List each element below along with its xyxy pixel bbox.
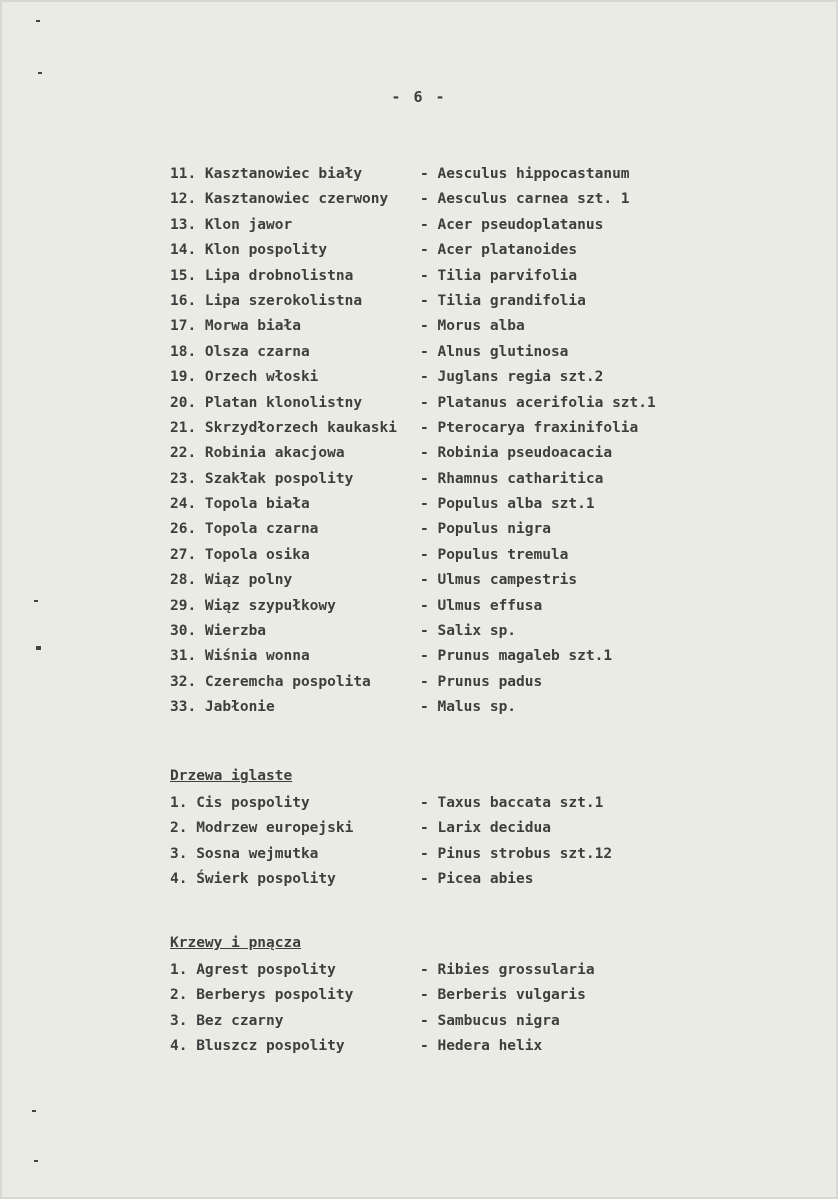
list-item: [170, 958, 730, 983]
latin-name: [420, 517, 551, 542]
separator-dash: -: [420, 845, 429, 862]
polish-name: 2. Modrzew europejski: [170, 820, 354, 837]
polish-name: 14. Klon pospolity: [170, 242, 328, 259]
list-item: [170, 594, 730, 619]
polish-name: 24. Topola biała: [170, 496, 310, 513]
polish-name: 29. Wiąz szypułkowy: [170, 597, 336, 614]
separator-dash: -: [420, 267, 429, 284]
latin-name-text: Juglans regia szt.2: [437, 369, 604, 386]
polish-name: 20. Platan klonolistny: [170, 394, 363, 411]
latin-name-text: Tilia parvifolia: [437, 267, 578, 284]
polish-name: 22. Robinia akacjowa: [170, 445, 345, 462]
list-item: [170, 816, 730, 841]
scan-mark: [38, 72, 42, 74]
latin-name: [420, 644, 612, 669]
separator-dash: -: [420, 1038, 429, 1055]
latin-name: [420, 543, 568, 568]
list-item: [170, 568, 730, 593]
latin-name: [420, 416, 638, 441]
separator-dash: -: [420, 871, 429, 888]
latin-name: [420, 213, 603, 238]
latin-name: [420, 492, 595, 517]
separator-dash: -: [420, 962, 429, 978]
latin-name: [420, 162, 630, 187]
polish-name: 13. Klon jawor: [170, 216, 293, 233]
latin-name-text: Taxus baccata szt.1: [437, 795, 604, 811]
latin-name-text: Berberis vulgaris: [437, 987, 586, 1004]
polish-name: 18. Olsza czarna: [170, 343, 310, 360]
conifers-section: [170, 761, 730, 893]
separator-dash: -: [420, 623, 429, 640]
list-item: [170, 1009, 730, 1034]
latin-name-text: Alnus glutinosa: [437, 343, 569, 360]
list-item: [170, 340, 730, 365]
shrubs-list: [170, 958, 730, 1060]
separator-dash: -: [420, 1012, 429, 1029]
latin-name: [420, 314, 525, 339]
latin-name: [420, 670, 542, 695]
shrubs-section: [170, 928, 730, 1060]
separator-dash: -: [420, 394, 429, 411]
separator-dash: -: [420, 166, 429, 182]
list-item: [170, 365, 730, 390]
separator-dash: -: [420, 191, 429, 208]
latin-name: [420, 983, 586, 1008]
polish-name: 16. Lipa szerokolistna: [170, 292, 363, 309]
latin-name: [420, 391, 656, 416]
list-item: [170, 867, 730, 892]
latin-name: [420, 238, 577, 263]
latin-name-text: Salix sp.: [437, 623, 517, 640]
latin-name-text: Picea abies: [437, 871, 534, 888]
latin-name-text: Pterocarya fraxinifolia: [437, 419, 639, 436]
latin-name-text: Platanus acerifolia szt.1: [437, 394, 656, 411]
polish-name: 28. Wiąz polny: [170, 572, 293, 589]
list-item: [170, 983, 730, 1008]
latin-name-text: Populus alba szt.1: [437, 496, 595, 513]
shrubs-heading: Krzewy i pnącza: [170, 935, 301, 951]
latin-name-text: Larix decidua: [437, 820, 551, 837]
separator-dash: -: [420, 572, 429, 589]
latin-name-text: Morus alba: [437, 318, 525, 335]
scan-mark: [34, 1160, 38, 1162]
latin-name: [420, 1034, 542, 1059]
latin-name: [420, 594, 542, 619]
latin-name: [420, 816, 551, 841]
latin-name-text: Hedera helix: [437, 1038, 543, 1055]
separator-dash: -: [420, 699, 429, 716]
polish-name: 30. Wierzba: [170, 623, 267, 640]
latin-name-text: Populus nigra: [437, 521, 551, 538]
separator-dash: -: [420, 419, 429, 436]
latin-name: [420, 441, 612, 466]
latin-name-text: Prunus padus: [437, 673, 543, 690]
separator-dash: -: [420, 597, 429, 614]
latin-name-text: Ulmus effusa: [437, 597, 543, 614]
polish-name: 4. Świerk pospolity: [170, 871, 336, 888]
polish-name: 19. Orzech włoski: [170, 369, 319, 386]
latin-name-text: Populus tremula: [437, 546, 569, 563]
list-item: [170, 467, 730, 492]
list-item: [170, 416, 730, 441]
separator-dash: -: [420, 292, 429, 309]
list-item: [170, 289, 730, 314]
separator-dash: -: [420, 242, 429, 259]
list-item: [170, 314, 730, 339]
latin-name-text: Aesculus carnea szt. 1: [437, 191, 630, 208]
separator-dash: -: [420, 470, 429, 487]
separator-dash: -: [420, 369, 429, 386]
polish-name: 27. Topola osika: [170, 546, 310, 563]
polish-name: 1. Agrest pospolity: [170, 962, 336, 978]
list-item: [170, 670, 730, 695]
list-item: [170, 517, 730, 542]
latin-name-text: Pinus strobus szt.12: [437, 845, 613, 862]
polish-name: 32. Czeremcha pospolita: [170, 673, 371, 690]
list-item: [170, 619, 730, 644]
separator-dash: -: [420, 795, 429, 811]
scan-mark: [36, 646, 41, 650]
polish-name: 17. Morwa biała: [170, 318, 301, 335]
scan-mark: [34, 600, 38, 602]
polish-name: 1. Cis pospolity: [170, 795, 310, 811]
latin-name: [420, 867, 534, 892]
latin-name: [420, 1009, 560, 1034]
separator-dash: -: [420, 820, 429, 837]
separator-dash: -: [420, 546, 429, 563]
polish-name: 3. Bez czarny: [170, 1012, 284, 1029]
latin-name-text: Acer platanoides: [437, 242, 578, 259]
list-item: [170, 213, 730, 238]
polish-name: 21. Skrzydłorzech kaukaski: [170, 419, 397, 436]
conifers-list: [170, 791, 730, 893]
separator-dash: -: [420, 343, 429, 360]
latin-name-text: Ribies grossularia: [437, 962, 595, 978]
latin-name-text: Aesculus hippocastanum: [437, 166, 630, 182]
scan-mark: [32, 1110, 36, 1112]
polish-name: 33. Jabłonie: [170, 699, 275, 716]
list-item: [170, 543, 730, 568]
polish-name: 31. Wiśnia wonna: [170, 648, 310, 665]
latin-name: [420, 695, 516, 720]
polish-name: 3. Sosna wejmutka: [170, 845, 319, 862]
deciduous-trees-list: [170, 162, 730, 721]
latin-name: [420, 619, 516, 644]
latin-name: [420, 365, 603, 390]
list-item: [170, 391, 730, 416]
latin-name-text: Rhamnus catharitica: [437, 470, 604, 487]
latin-name: [420, 187, 630, 212]
page-number: - 6 -: [391, 88, 447, 106]
list-item: [170, 187, 730, 212]
latin-name: [420, 467, 603, 492]
list-item: [170, 695, 730, 720]
latin-name-text: Ulmus campestris: [437, 572, 578, 589]
list-item: [170, 1034, 730, 1059]
latin-name-text: Tilia grandifolia: [437, 292, 586, 309]
list-item: [170, 492, 730, 517]
list-item: [170, 842, 730, 867]
separator-dash: -: [420, 445, 429, 462]
latin-name-text: Robinia pseudoacacia: [437, 445, 613, 462]
latin-name: [420, 958, 595, 983]
separator-dash: -: [420, 496, 429, 513]
conifers-heading: Drzewa iglaste: [170, 768, 293, 784]
latin-name: [420, 568, 577, 593]
list-item: [170, 264, 730, 289]
polish-name: 4. Bluszcz pospolity: [170, 1038, 345, 1055]
polish-name: 23. Szakłak pospolity: [170, 470, 354, 487]
list-item: [170, 441, 730, 466]
polish-name: 2. Berberys pospolity: [170, 987, 354, 1004]
latin-name: [420, 340, 568, 365]
list-item: [170, 791, 730, 816]
separator-dash: -: [420, 521, 429, 538]
separator-dash: -: [420, 216, 429, 233]
list-item: [170, 238, 730, 263]
separator-dash: -: [420, 648, 429, 665]
latin-name-text: Prunus magaleb szt.1: [437, 648, 613, 665]
polish-name: 12. Kasztanowiec czerwony: [170, 191, 389, 208]
scan-mark: [36, 20, 40, 22]
latin-name: [420, 289, 586, 314]
latin-name-text: Malus sp.: [437, 699, 517, 716]
latin-name-text: Sambucus nigra: [437, 1012, 560, 1029]
latin-name-text: Acer pseudoplatanus: [437, 216, 604, 233]
latin-name: [420, 264, 577, 289]
polish-name: 11. Kasztanowiec biały: [170, 166, 363, 182]
polish-name: 26. Topola czarna: [170, 521, 319, 538]
latin-name: [420, 791, 603, 816]
separator-dash: -: [420, 318, 429, 335]
separator-dash: -: [420, 673, 429, 690]
separator-dash: -: [420, 987, 429, 1004]
polish-name: 15. Lipa drobnolistna: [170, 267, 354, 284]
list-item: [170, 644, 730, 669]
list-item: [170, 162, 730, 187]
latin-name: [420, 842, 612, 867]
